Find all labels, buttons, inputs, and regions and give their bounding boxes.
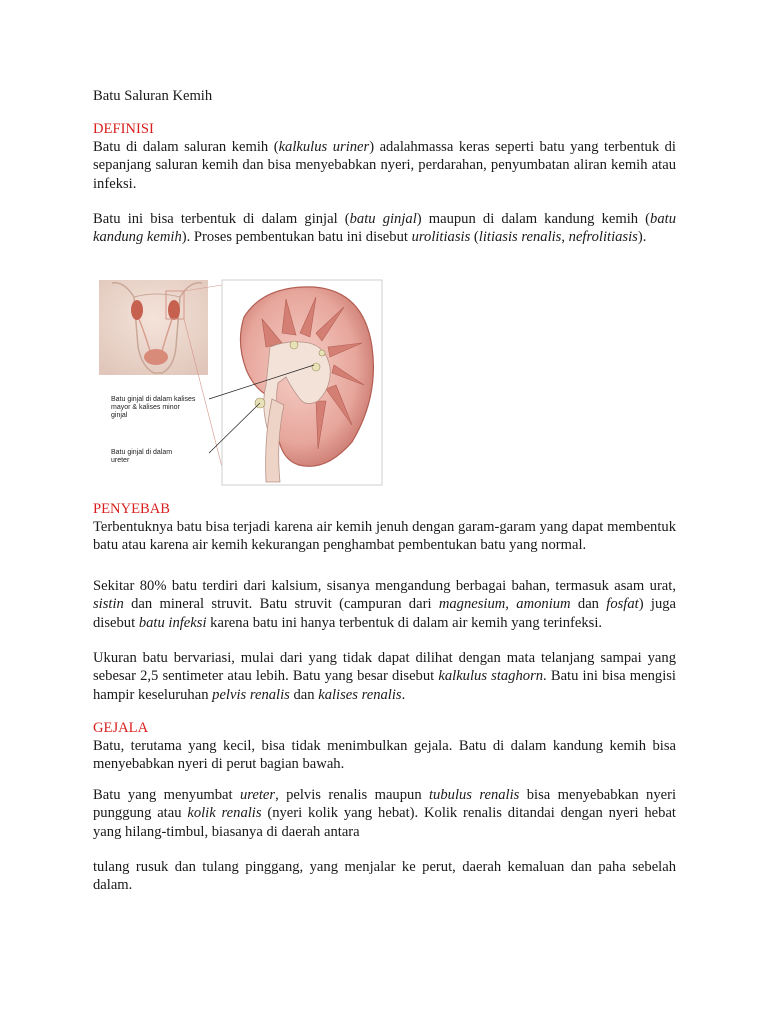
heading-gejala: GEJALA — [93, 720, 149, 736]
bladder-shape — [144, 349, 168, 365]
paragraph-definisi-2: Batu ini bisa terbentuk di dalam ginjal (batu ginjal) maupun di dalam kandung kemih (batu kandung kemih). Proses pembentukan batu ini disebut urolitiasis (litiasis renalis, nefrolitiasis). — [93, 211, 676, 246]
label-kalises-line3: ginjal — [111, 412, 128, 419]
stone-calyx-2 — [312, 363, 320, 371]
right-kidney-shape — [168, 300, 180, 320]
paragraph-gejala-3: tulang rusuk dan tulang pinggang, yang menjalar ke perut, daerah kemaluan dan paha sebelah dalam. — [93, 859, 676, 894]
doc-title: Batu Saluran Kemih — [93, 88, 213, 104]
stone-calyx-1 — [290, 341, 298, 349]
paragraph-penyebab-2: Sekitar 80% batu terdiri dari kalsium, sisanya mengandung berbagai bahan, termasuk asam urat, sistin dan mineral struvit. Batu struvit (campuran dari magnesium, amonium dan fosfat) juga disebut batu infeksi karena batu ini hanya terbentuk di dalam air kemih yang terinfeksi. — [93, 578, 677, 631]
paragraph-gejala-2: Batu yang menyumbat ureter, pelvis renalis maupun tubulus renalis bisa menyebabkan nyeri punggung atau kolik renalis (nyeri kolik yang hebat). Kolik renalis ditandai dengan nyeri hebat yang hilang-timbul, biasanya di daerah antara — [93, 787, 677, 840]
paragraph-definisi-1: Batu di dalam saluran kemih (kalkulus uriner) adalahmassa keras seperti batu yang terbentuk di sepanjang saluran kemih dan bisa menyebabkan nyeri, perdarahan, penyumbatan aliran kemih atau infeksi. — [93, 139, 676, 192]
paragraph-penyebab-3: Ukuran batu bervariasi, mulai dari yang tidak dapat dilihat dengan mata telanjang sampai yang sebesar 2,5 sentimeter atau lebih. Batu yang besar disebut kalkulus staghorn. Batu ini bisa mengisi hampir keseluruhan pelvis renalis dan kalises renalis. — [93, 650, 676, 703]
label-ureter-line2: ureter — [111, 457, 130, 464]
paragraph-gejala-1: Batu, terutama yang kecil, bisa tidak menimbulkan gejala. Batu di dalam kandung kemih bisa menyebabkan nyeri di perut bagian bawah. — [93, 738, 676, 773]
body-outline-panel — [99, 280, 222, 467]
kidney-section-panel — [222, 280, 382, 485]
paragraph-penyebab-1: Terbentuknya batu bisa terjadi karena air kemih jenuh dengan garam-garam yang dapat membentuk batu atau karena air kemih kekurangan penghambat pembentukan batu yang normal. — [93, 519, 676, 554]
heading-penyebab: PENYEBAB — [93, 501, 171, 517]
label-kalises-line1: Batu ginjal di dalam kalises — [111, 396, 196, 403]
stone-calyx-3 — [319, 350, 325, 356]
heading-definisi: DEFINISI — [93, 121, 154, 137]
kidney-illustration-svg — [94, 277, 386, 489]
left-kidney-shape — [131, 300, 143, 320]
label-ureter-line1: Batu ginjal di dalam — [111, 449, 173, 456]
kidney-stone-illustration — [94, 277, 386, 489]
label-kalises-line2: mayor & kalises minor — [111, 404, 180, 411]
